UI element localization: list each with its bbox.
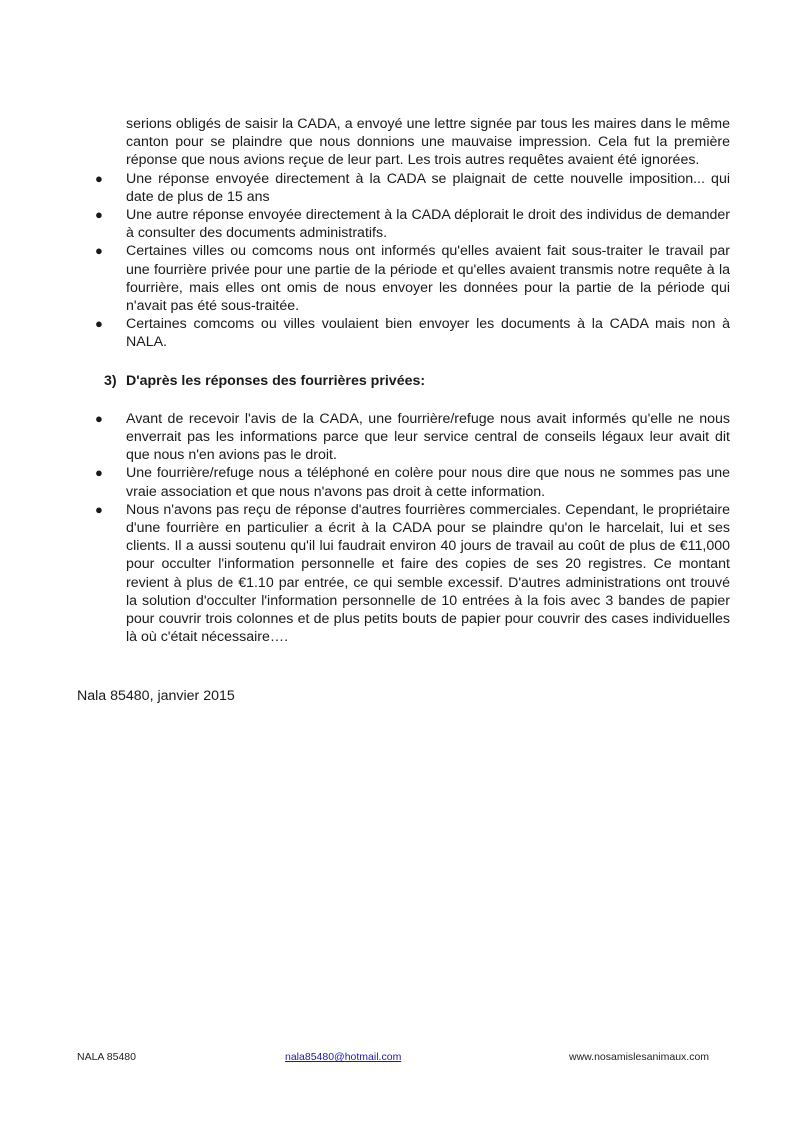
bullet-list-part2 — [95, 410, 730, 647]
bullet-text: Une réponse envoyée directement à la CADA se plaignait de cette nouvelle imposition... qui date de plus de 15 ans — [126, 170, 730, 205]
bullet-icon: ● — [95, 316, 103, 332]
bullet-text: Une autre réponse envoyée directement à la CADA déplorait le droit des individus de demander à consulter des documents administratifs. — [126, 207, 730, 242]
footer-organization: NALA 85480 — [77, 1051, 136, 1063]
bullet-icon: ● — [95, 243, 103, 259]
bullet-icon: ● — [95, 170, 103, 186]
bullet-item — [95, 410, 730, 465]
bullet-text: Nous n'avons pas reçu de réponse d'autres fourrières commerciales. Cependant, le propriétaire d'une fourrière en particulier a écrit à la CADA pour se plaindre qu'on le harcelait, lui et ses clients. Il a aussi soutenu qu'il lui faudrait environ 40 jours de travail au coût de plus de €11,000 pour occulter l'information personnelle et faire des copies de ses 20 registres. Ce montant revient à plus de €1.10 par entrée, ce qui semble excessif. D'autres administrations ont trouvé la solution d'occulter l'information personnelle de 10 entrées à la fois avec 3 bandes de papier pour couvrir trois colonnes et de plus petits bouts de papier pour couvrir des cases individuelles là où c'était nécessaire…. — [126, 501, 730, 646]
intro-paragraph: serions obligés de saisir la CADA, a envoyé une lettre signée par tous les maires dans le même canton pour se plaindre que nous donnions une mauvaise impression. Cela fut la première réponse que nous avions reçue de leur part. Les trois autres requêtes avaient été ignorées. — [126, 116, 730, 169]
bullet-item — [95, 170, 730, 206]
bullet-text: Certaines comcoms ou villes voulaient bien envoyer les documents à la CADA mais non à NALA. — [126, 316, 730, 351]
bullet-icon: ● — [95, 410, 103, 426]
bullet-icon: ● — [95, 501, 103, 517]
bullet-icon: ● — [95, 465, 103, 481]
footer-email-link[interactable]: nala85480@hotmail.com — [285, 1051, 402, 1063]
document-body — [95, 115, 730, 646]
bullet-list-part1 — [95, 170, 730, 352]
section-title: D'après les réponses des fourrières privées: — [126, 372, 426, 389]
bullet-item — [95, 206, 730, 242]
bullet-item — [95, 242, 730, 315]
bullet-icon: ● — [95, 207, 103, 223]
bullet-item — [95, 501, 730, 647]
bullet-text: Une fourrière/refuge nous a téléphoné en colère pour nous dire que nous ne sommes pas une vraie association et que nous n'avons pas droit à cette information. — [126, 465, 730, 500]
bullet-text: Certaines villes ou comcoms nous ont informés qu'elles avaient fait sous-traiter le travail par une fourrière privée pour une partie de la période et qu'elles avaient transmis notre requête à la fourrière, mais elles ont omis de nous envoyer les données pour la partie de la période qui n'avait pas été sous-traitée. — [126, 243, 730, 315]
bullet-item — [95, 464, 730, 500]
section-heading — [104, 372, 730, 390]
section-number: 3) — [104, 372, 117, 389]
bullet-text: Avant de recevoir l'avis de la CADA, une fourrière/refuge nous avait informés qu'elle ne nous enverrait pas les informations parce que leur service central de conseils légaux leur avait dit que nous n'en avions pas le droit. — [126, 410, 730, 464]
footer-website: www.nosamislesanimaux.com — [569, 1051, 710, 1063]
signature-line: Nala 85480, janvier 2015 — [77, 688, 235, 704]
bullet-item — [95, 315, 730, 351]
